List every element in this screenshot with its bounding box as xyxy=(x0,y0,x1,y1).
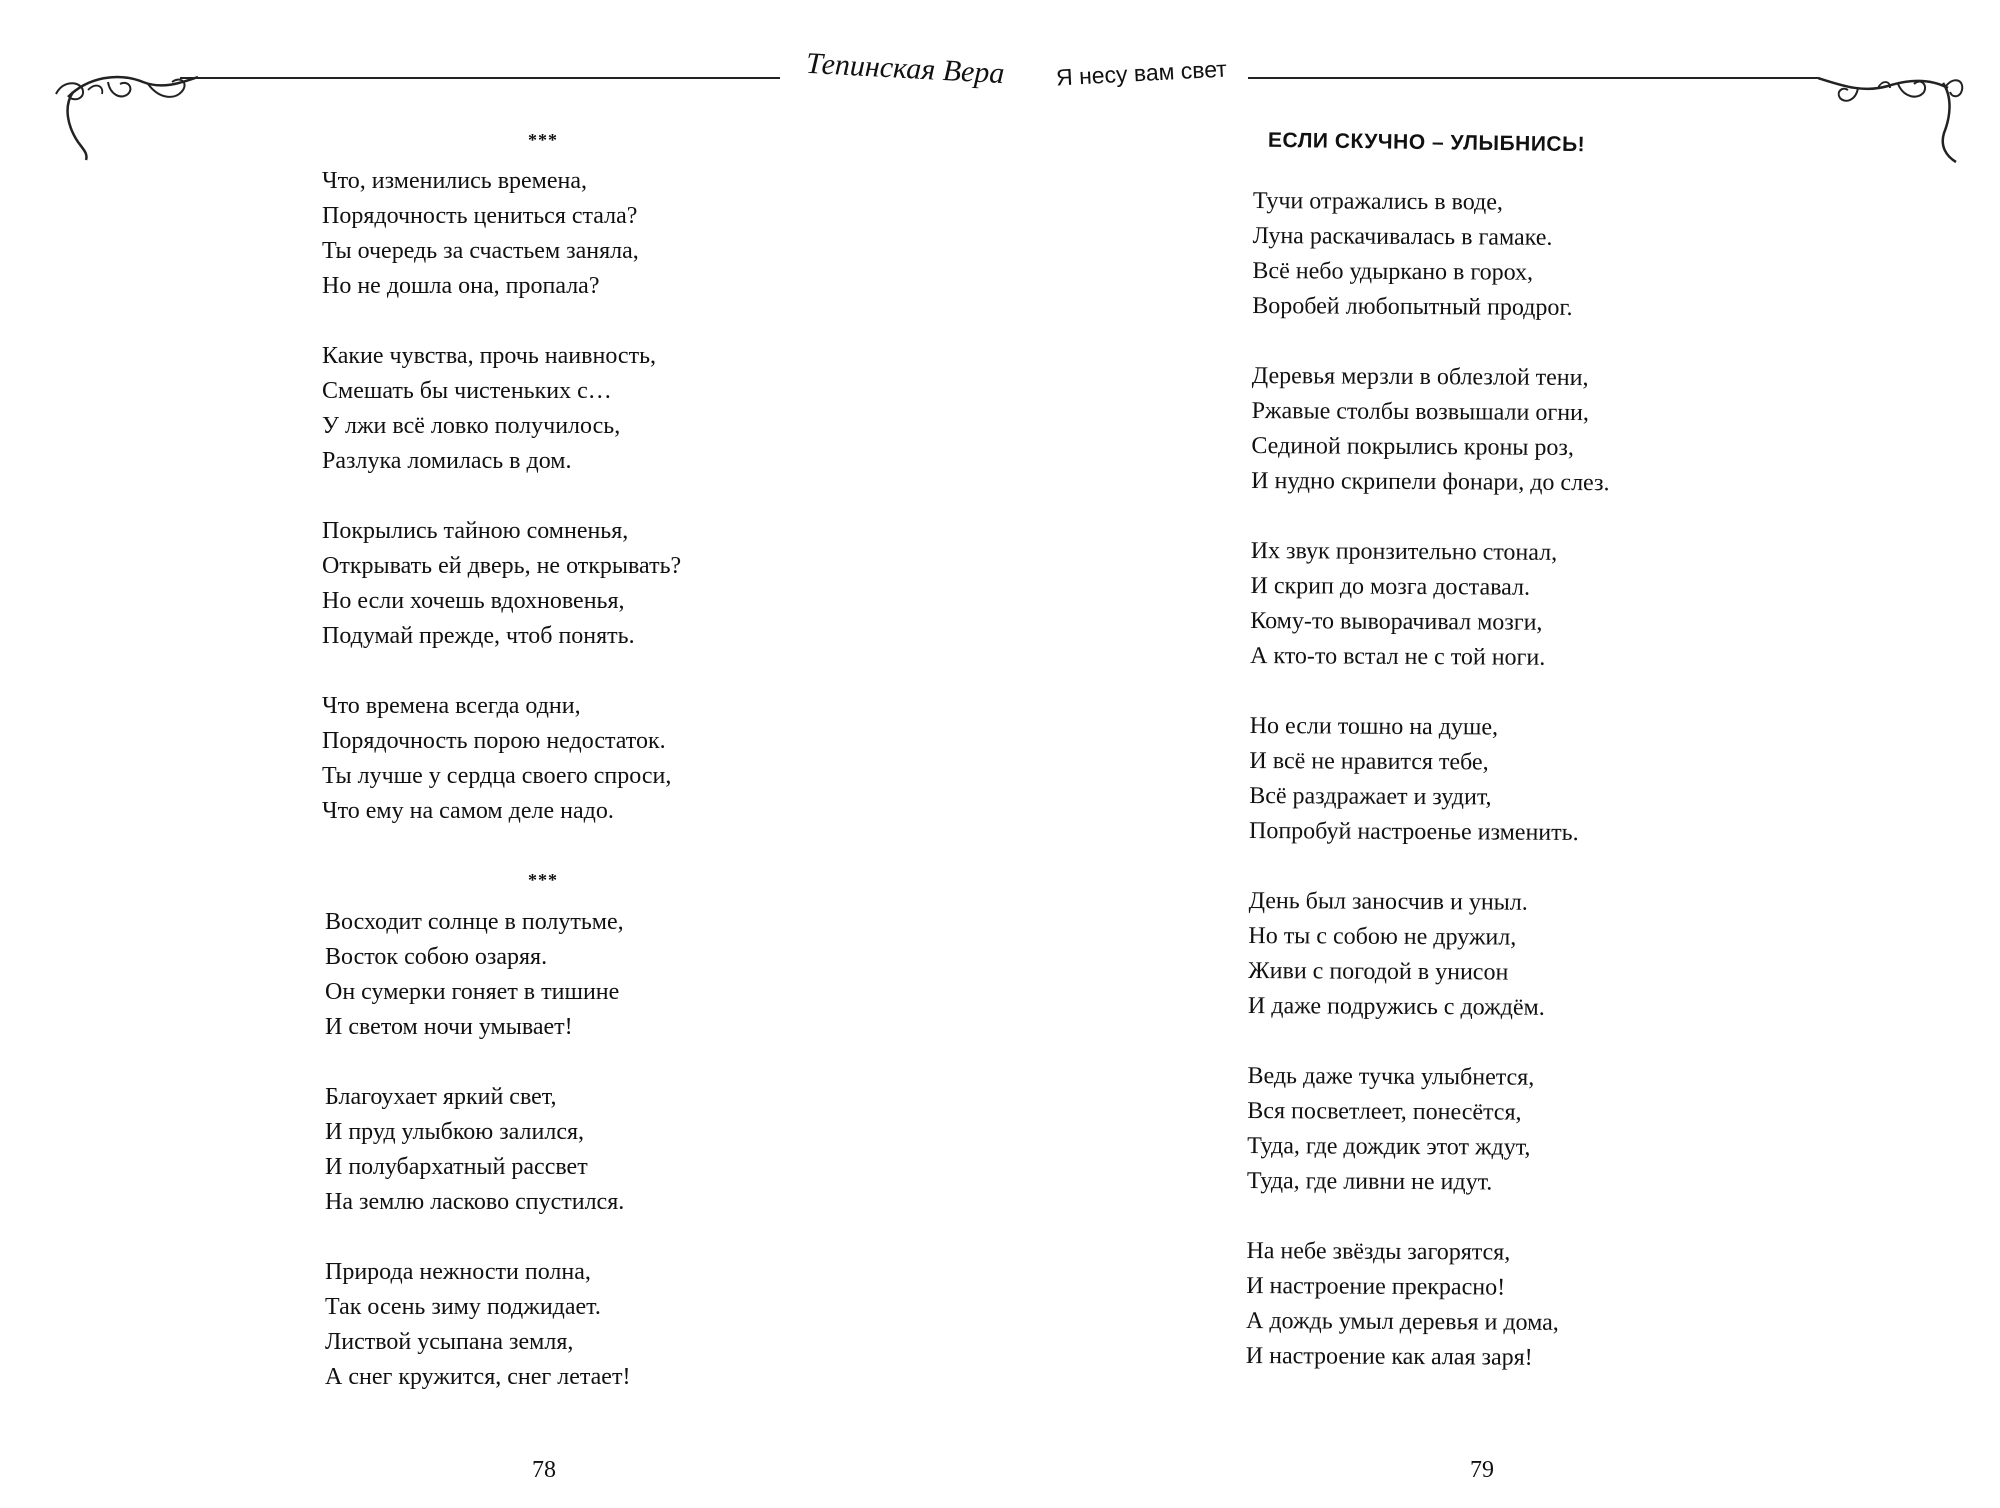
poem-line: И даже подружись с дождём. xyxy=(1247,992,1545,1021)
stanza xyxy=(325,905,630,1045)
poem-line: И настроение как алая заря! xyxy=(1245,1342,1533,1371)
poem-line: Кому-то выворачивал мозги, xyxy=(1250,607,1543,636)
poem-line: И скрип до мозга доставал. xyxy=(1250,572,1531,601)
stanza xyxy=(1251,359,1610,501)
poem-line: Луна раскачивалась в гамаке. xyxy=(1252,222,1553,251)
poem-line: Деревья мерзли в облезлой тени, xyxy=(1251,362,1589,392)
poem-line: Вся посветлеет, понесётся, xyxy=(1247,1097,1522,1126)
stanza xyxy=(322,689,681,829)
poem-line: А снег кружится, снег летает! xyxy=(325,1364,631,1390)
poem-line: И пруд улыбкою залился, xyxy=(325,1119,585,1145)
poem-line: И настроение прекрасно! xyxy=(1246,1272,1506,1301)
poem-line: Какие чувства, прочь наивность, xyxy=(322,343,657,369)
stanza xyxy=(1246,1234,1605,1376)
corner-flourish-left-icon xyxy=(48,52,208,162)
poem-line: Природа нежности полна, xyxy=(325,1259,591,1285)
page-number-right: 79 xyxy=(1470,1457,1494,1483)
poem-line: На землю ласково спустился. xyxy=(325,1189,625,1215)
poem-line: Восходит солнце в полутьме, xyxy=(325,909,624,935)
poem-line: Так осень зиму поджидает. xyxy=(325,1294,601,1320)
poem2-stars: *** xyxy=(528,870,558,890)
poem3-body xyxy=(1246,184,1612,1376)
poem-line: День был заносчив и уныл. xyxy=(1248,887,1528,916)
header-rule-left xyxy=(180,77,780,79)
stanza xyxy=(322,164,681,304)
stanza xyxy=(1252,184,1611,326)
poem-line: Смешать бы чистеньких с… xyxy=(322,378,612,404)
stanza xyxy=(322,514,681,654)
poem-line: Ты очередь за счастьем заняла, xyxy=(322,238,639,264)
poem2-body xyxy=(325,905,630,1395)
poem-line: На небе звёзды загорятся, xyxy=(1246,1237,1511,1266)
poem-line: Порядочность цениться стала? xyxy=(322,203,638,229)
stanza xyxy=(325,1080,630,1220)
poem-line: Но не дошла она, пропала? xyxy=(322,273,600,299)
poem-line: Открывать ей дверь, не открывать? xyxy=(322,553,682,579)
poem-line: Ты лучше у сердца своего спроси, xyxy=(322,763,672,789)
poem-line: Ржавые столбы возвышали огни, xyxy=(1251,397,1589,427)
poem-line: Живи с погодой в унисон xyxy=(1248,957,1509,986)
poem-line: Благоухает яркий свет, xyxy=(325,1084,557,1110)
poem-line: Всё небо удыркано в горох, xyxy=(1252,257,1534,286)
stanza xyxy=(325,1255,630,1395)
poem-line: Сединой покрылись кроны роз, xyxy=(1251,432,1575,461)
poem-line: Их звук пронзительно стонал, xyxy=(1250,537,1558,566)
poem-line: Листвой усыпана земля, xyxy=(325,1329,574,1355)
poem-line: Всё раздражает и зудит, xyxy=(1249,782,1492,811)
poem-line: А кто-то встал не с той ноги. xyxy=(1250,642,1546,671)
poem-line: Он сумерки гоняет в тишине xyxy=(325,979,620,1005)
poem-line: Что ему на самом деле надо. xyxy=(322,798,614,824)
poem-line: Попробуй настроенье изменить. xyxy=(1248,817,1579,847)
author-running-head: Тепинская Вера xyxy=(805,46,1006,91)
poem-line: Тучи отражались в воде, xyxy=(1252,187,1504,216)
poem-line: Туда, где ливни не идут. xyxy=(1246,1167,1493,1196)
poem-line: Восток собою озаряя. xyxy=(325,944,548,970)
poem-line: Но если хочешь вдохновенья, xyxy=(322,588,625,614)
poem-line: Разлука ломилась в дом. xyxy=(322,448,572,474)
poem-line: Что времена всегда одни, xyxy=(322,693,581,719)
header-rule-right xyxy=(1248,77,1818,79)
poem-line: Что, изменились времена, xyxy=(322,168,588,194)
poem-line: И нудно скрипели фонари, до слез. xyxy=(1251,467,1610,497)
poem1-body xyxy=(322,164,681,829)
poem-line: У лжи всё ловко получилось, xyxy=(322,413,621,439)
poem-line: Подумай прежде, чтоб понять. xyxy=(322,623,635,649)
corner-flourish-right-icon xyxy=(1818,58,1968,168)
poem-line: И полубархатный рассвет xyxy=(325,1154,588,1180)
stanza xyxy=(1248,884,1607,1026)
stanza xyxy=(322,339,681,479)
poem-title: ЕСЛИ СКУЧНО – УЛЫБНИСЬ! xyxy=(1267,128,1586,157)
poem-line: Воробей любопытный продрог. xyxy=(1252,292,1573,321)
poem-line: И светом ночи умывает! xyxy=(325,1014,573,1040)
page-number-left: 78 xyxy=(532,1457,556,1483)
poem-line: Туда, где дождик этот ждут, xyxy=(1247,1132,1531,1161)
poem-line: Ведь даже тучка улыбнется, xyxy=(1247,1062,1535,1091)
stanza xyxy=(1247,1059,1606,1201)
stanza xyxy=(1250,534,1609,676)
poem-line: А дождь умыл деревья и дома, xyxy=(1245,1307,1559,1336)
poem-line: Но если тошно на душе, xyxy=(1249,712,1499,741)
poem1-stars: *** xyxy=(528,130,558,150)
poem-line: И всё не нравится тебе, xyxy=(1249,747,1489,776)
poem-line: Но ты с собою не дружил, xyxy=(1248,922,1517,951)
poem-line: Порядочность порою недостаток. xyxy=(322,728,666,754)
book-title-running-head: Я несу вам свет xyxy=(1055,55,1228,91)
stanza xyxy=(1249,709,1608,851)
poem-line: Покрылись тайною сомненья, xyxy=(322,518,629,544)
